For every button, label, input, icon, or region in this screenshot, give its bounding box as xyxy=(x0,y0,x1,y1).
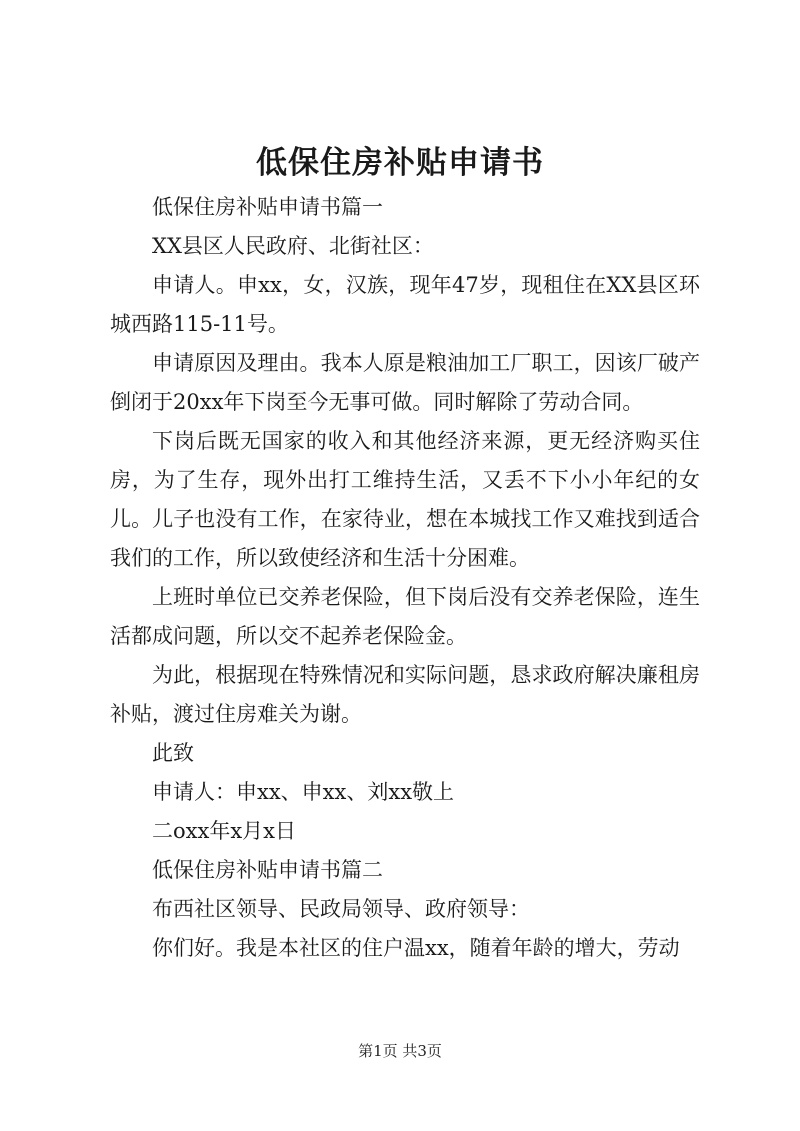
page-number: 第1页 共3页 xyxy=(358,1042,442,1060)
paragraph: 低保住房补贴申请书篇一 xyxy=(152,195,383,219)
paragraph: 申请人：申xx、申xx、刘xx敬上 xyxy=(152,780,455,804)
paragraph: 你们好。我是本社区的住户温xx，随着年龄的增大，劳动 xyxy=(152,936,680,960)
paragraph: 布西社区领导、民政局领导、政府领导： xyxy=(152,897,530,921)
paragraph: 申请人。申xx，女，汉族，现年47岁，现租住在XX县区环城西路115-11号。 xyxy=(110,273,700,336)
paragraph: 下岗后既无国家的收入和其他经济来源，更无经济购买住房，为了生存，现外出打工维持生活，又丢不下小小年纪的女儿。儿子也没有工作，在家待业，想在本城找工作又难找到适合我们的工作，所以致使经济和生活十分困难。 xyxy=(110,429,700,570)
paragraph: XX县区人民政府、北街社区： xyxy=(152,234,434,258)
paragraph: 低保住房补贴申请书篇二 xyxy=(152,858,383,882)
paragraph: 二oxx年x月x日 xyxy=(152,819,297,843)
paragraph: 上班时单位已交养老保险，但下岗后没有交养老保险，连生活都成问题，所以交不起养老保险金。 xyxy=(110,585,700,648)
paragraph: 申请原因及理由。我本人原是粮油加工厂职工，因该厂破产倒闭于20xx年下岗至今无事可做。同时解除了劳动合同。 xyxy=(110,351,700,414)
paragraph: 此致 xyxy=(152,741,194,765)
document-body xyxy=(110,188,700,968)
document-title: 低保住房补贴申请书 xyxy=(256,145,544,181)
paragraph: 为此，根据现在特殊情况和实际问题，恳求政府解决廉租房补贴，渡过住房难关为谢。 xyxy=(110,663,700,726)
